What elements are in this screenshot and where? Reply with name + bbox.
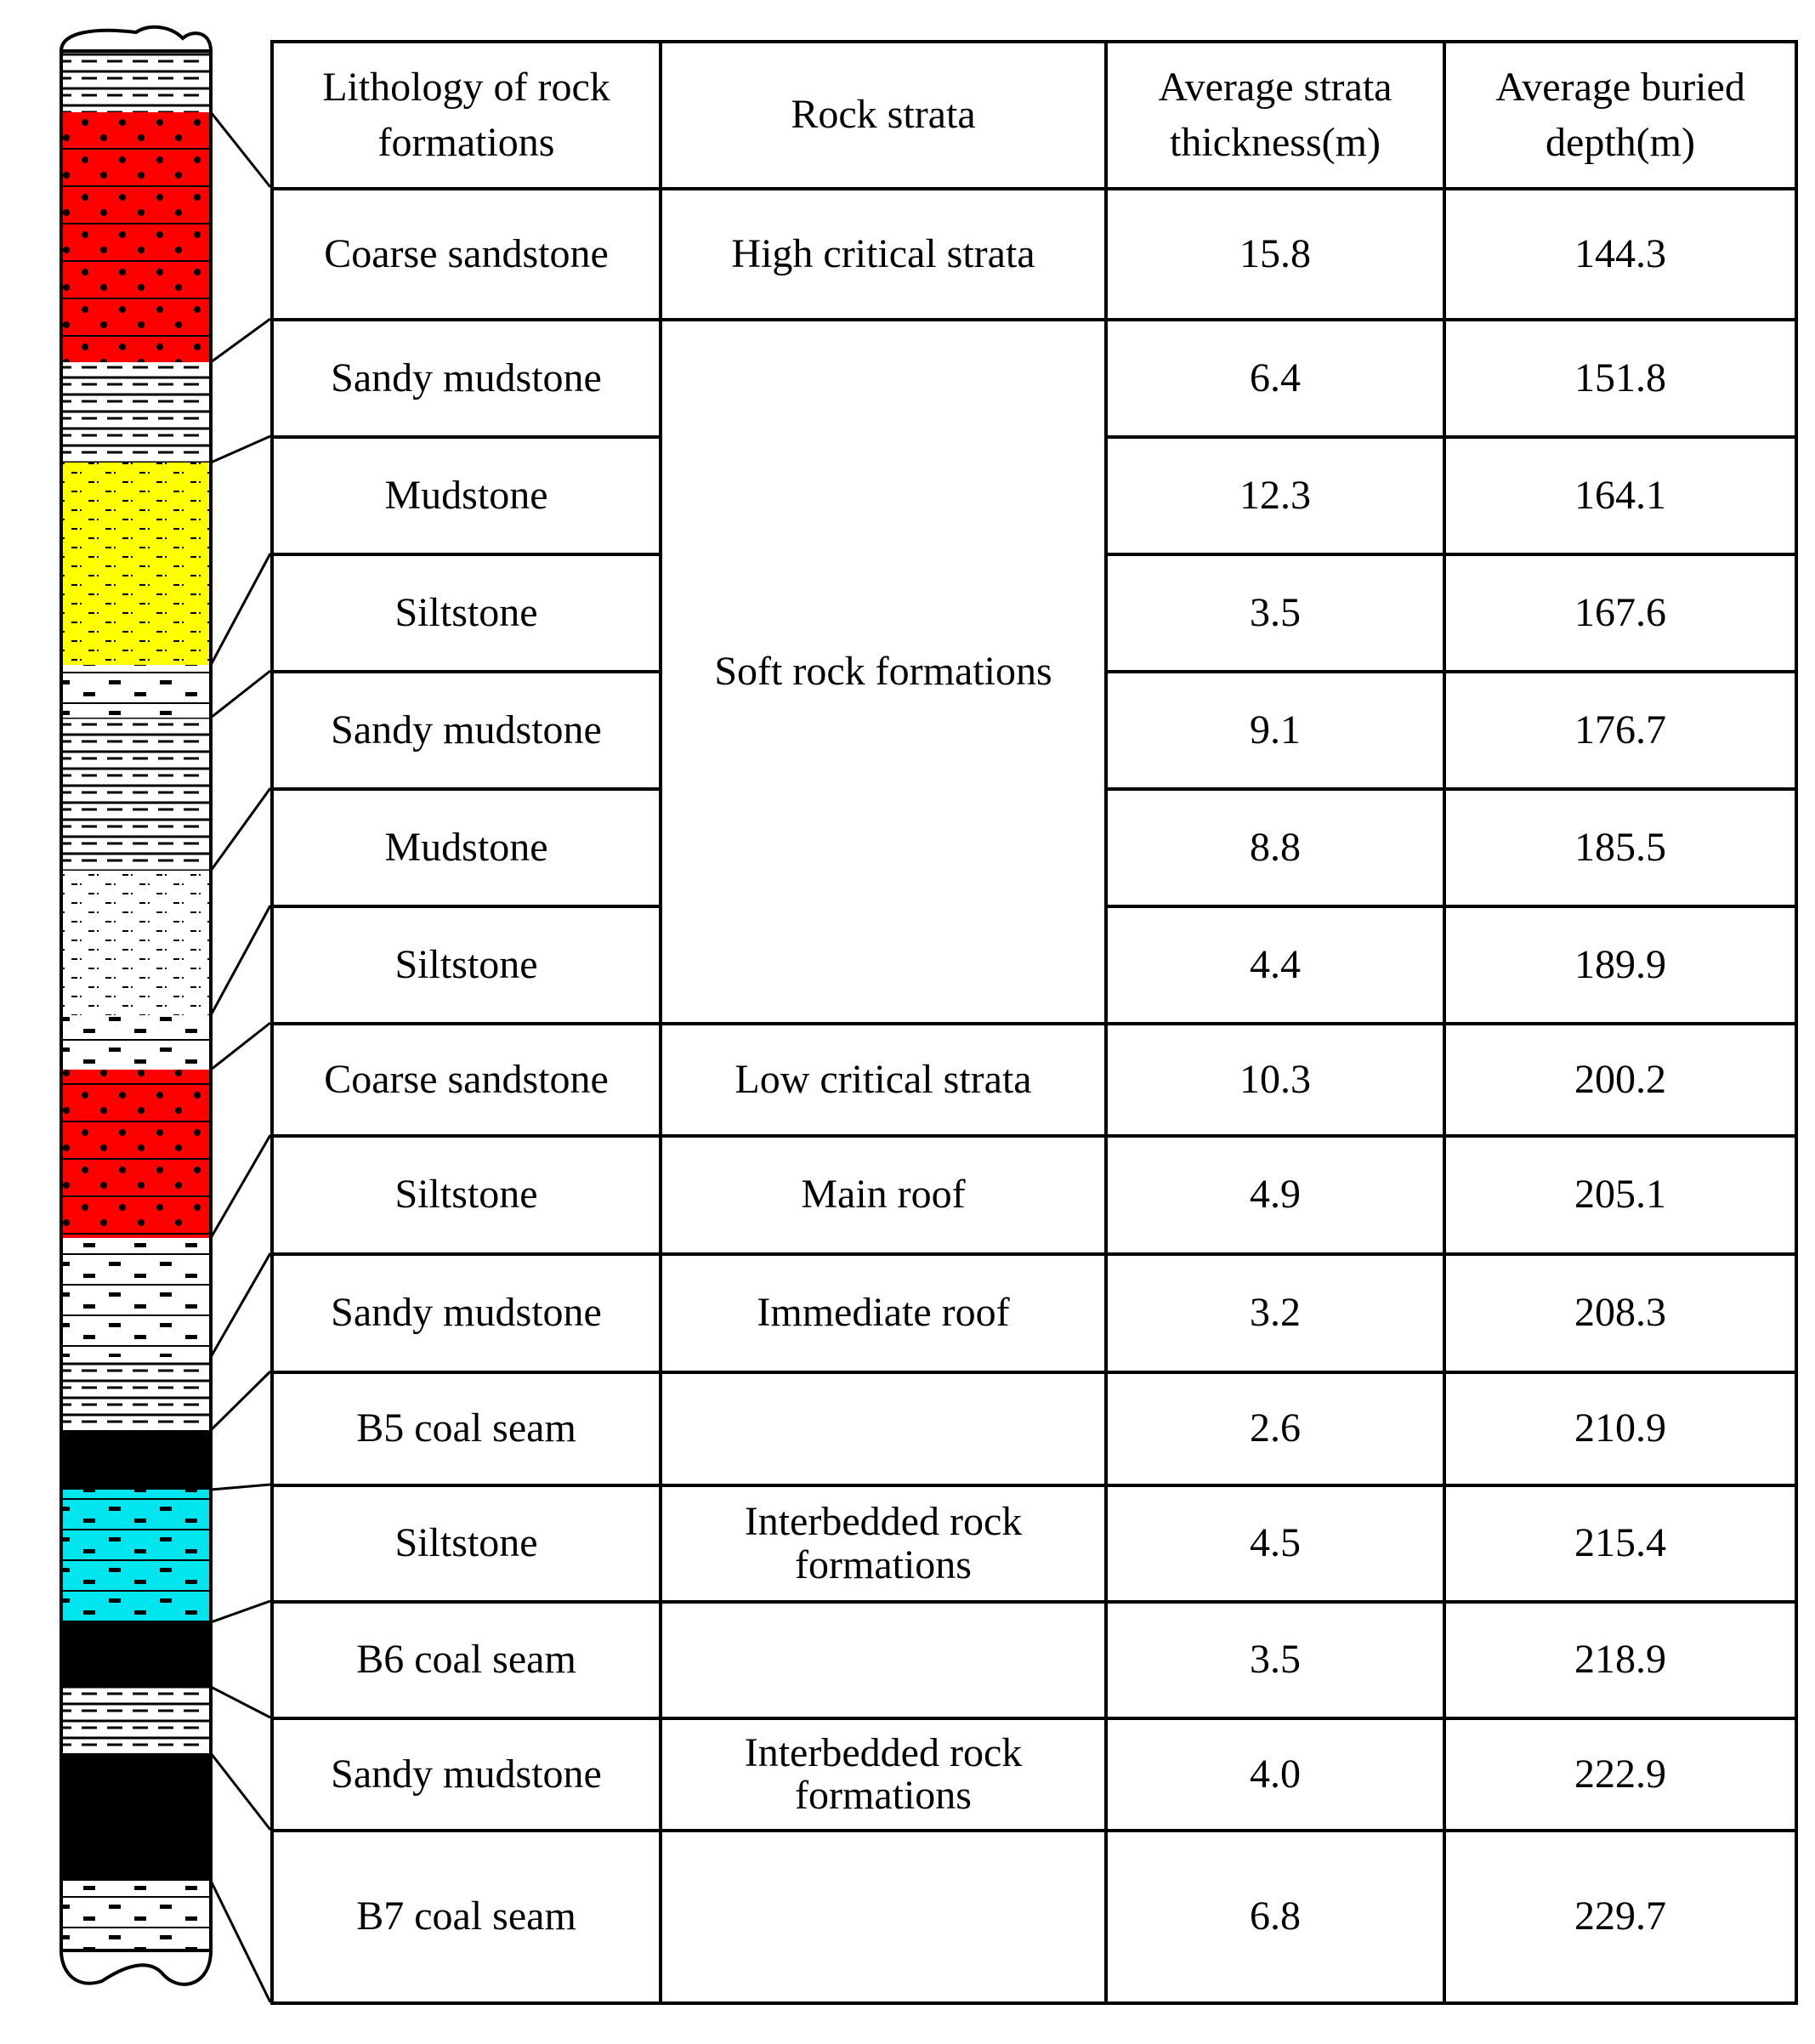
depth-cell: 205.1 — [1444, 1136, 1796, 1254]
strata-table — [270, 40, 1798, 2005]
connector-line — [211, 1881, 270, 2002]
connector-line — [211, 1023, 270, 1070]
depth-cell: 229.7 — [1444, 1831, 1796, 2003]
depth-cell: 218.9 — [1444, 1602, 1796, 1718]
layer-coarse-high — [61, 112, 211, 362]
layer-siltstone-interbed — [61, 1490, 211, 1622]
connector-line — [211, 788, 270, 871]
thickness-cell: 4.4 — [1106, 906, 1444, 1024]
table-row — [272, 1602, 1796, 1718]
strata-cell — [661, 1602, 1106, 1718]
lithology-cell: Sandy mudstone — [272, 672, 661, 789]
lithology-cell: B5 coal seam — [272, 1372, 661, 1485]
strata-cell: Interbedded rock formations — [661, 1485, 1106, 1602]
depth-cell: 164.1 — [1444, 437, 1796, 554]
strata-cell: Soft rock formations — [661, 320, 1106, 1024]
layer-coarse-low — [61, 1070, 211, 1238]
layer-coal-b7 — [61, 1753, 211, 1881]
connector-line — [211, 1253, 270, 1357]
layer-sandy-2 — [61, 718, 211, 871]
layer-top-sandy — [61, 51, 211, 112]
table-row — [272, 1718, 1796, 1831]
layer-coal-b5 — [61, 1430, 211, 1490]
connector-line — [211, 436, 270, 463]
thickness-cell: 8.8 — [1106, 789, 1444, 906]
layer-sandy-immediate-roof — [61, 1357, 211, 1430]
lithology-cell: Sandy mudstone — [272, 320, 661, 437]
lithology-cell: Siltstone — [272, 1485, 661, 1602]
thickness-cell: 6.4 — [1106, 320, 1444, 437]
thickness-cell: 3.5 — [1106, 1602, 1444, 1718]
connector-line — [211, 1371, 270, 1430]
table-row — [272, 189, 1796, 320]
thickness-cell: 6.8 — [1106, 1831, 1444, 2003]
thickness-cell: 2.6 — [1106, 1372, 1444, 1485]
header-rock-strata: Rock strata — [661, 42, 1106, 189]
lithology-cell: B6 coal seam — [272, 1602, 661, 1718]
thickness-cell: 3.5 — [1106, 554, 1444, 672]
header-thickness: Average strata thickness(m) — [1106, 42, 1444, 189]
table-row — [272, 1136, 1796, 1254]
layer-siltstone-main-roof — [61, 1238, 211, 1357]
layer-coal-b6 — [61, 1622, 211, 1687]
connector-line — [211, 671, 270, 718]
strata-cell: Immediate roof — [661, 1254, 1106, 1372]
connector-line — [211, 1485, 270, 1490]
connector-line — [211, 1687, 270, 1718]
layer-siltstone-2 — [61, 1015, 211, 1070]
strata-cell: Main roof — [661, 1136, 1106, 1254]
lithology-cell: Coarse sandstone — [272, 189, 661, 320]
depth-cell: 200.2 — [1444, 1024, 1796, 1136]
strata-cell — [661, 1831, 1106, 2003]
layer-sandy-1 — [61, 362, 211, 463]
depth-cell: 215.4 — [1444, 1485, 1796, 1602]
layer-siltstone-1 — [61, 665, 211, 718]
depth-cell: 167.6 — [1444, 554, 1796, 672]
table-row — [272, 1254, 1796, 1372]
lithology-cell: Coarse sandstone — [272, 1024, 661, 1136]
lithology-cell: Mudstone — [272, 437, 661, 554]
thickness-cell: 10.3 — [1106, 1024, 1444, 1136]
table-row — [272, 1485, 1796, 1602]
thickness-cell: 4.9 — [1106, 1136, 1444, 1254]
table-row — [272, 1372, 1796, 1485]
header-row — [272, 42, 1796, 189]
depth-cell: 210.9 — [1444, 1372, 1796, 1485]
lithology-cell: Sandy mudstone — [272, 1254, 661, 1372]
lithology-cell: B7 coal seam — [272, 1831, 661, 2003]
connector-line — [211, 554, 270, 665]
connector-line — [211, 1135, 270, 1238]
thickness-cell: 9.1 — [1106, 672, 1444, 789]
lithology-cell: Siltstone — [272, 554, 661, 672]
depth-cell: 151.8 — [1444, 320, 1796, 437]
thickness-cell: 12.3 — [1106, 437, 1444, 554]
column-top-cap — [61, 27, 211, 51]
connector-line — [211, 1753, 270, 1830]
depth-cell: 144.3 — [1444, 189, 1796, 320]
table-row — [272, 320, 1796, 437]
strata-cell: High critical strata — [661, 189, 1106, 320]
connector-line — [211, 1601, 270, 1622]
depth-cell: 189.9 — [1444, 906, 1796, 1024]
layer-bottom-siltstone — [61, 1881, 211, 1950]
lithology-cell: Mudstone — [272, 789, 661, 906]
strata-cell: Interbedded rock formations — [661, 1718, 1106, 1831]
layer-sandy-interbed — [61, 1687, 211, 1753]
connector-line — [211, 319, 270, 362]
depth-cell: 222.9 — [1444, 1718, 1796, 1831]
thickness-cell: 4.5 — [1106, 1485, 1444, 1602]
thickness-cell: 3.2 — [1106, 1254, 1444, 1372]
layer-mudstone-2 — [61, 871, 211, 1015]
depth-cell: 185.5 — [1444, 789, 1796, 906]
lithology-cell: Sandy mudstone — [272, 1718, 661, 1831]
connector-lines — [211, 112, 270, 2002]
connector-line — [211, 112, 270, 187]
header-lithology: Lithology of rock formations — [272, 42, 661, 189]
table-row — [272, 1024, 1796, 1136]
connector-line — [211, 906, 270, 1015]
layer-mudstone-1 — [61, 463, 211, 665]
column-bottom-cap — [61, 1950, 211, 1984]
table-row — [272, 1831, 1796, 2003]
header-depth: Average buried depth(m) — [1444, 42, 1796, 189]
strata-cell: Low critical strata — [661, 1024, 1106, 1136]
lithology-cell: Siltstone — [272, 1136, 661, 1254]
depth-cell: 176.7 — [1444, 672, 1796, 789]
depth-cell: 208.3 — [1444, 1254, 1796, 1372]
thickness-cell: 4.0 — [1106, 1718, 1444, 1831]
lithology-cell: Siltstone — [272, 906, 661, 1024]
thickness-cell: 15.8 — [1106, 189, 1444, 320]
strata-cell — [661, 1372, 1106, 1485]
